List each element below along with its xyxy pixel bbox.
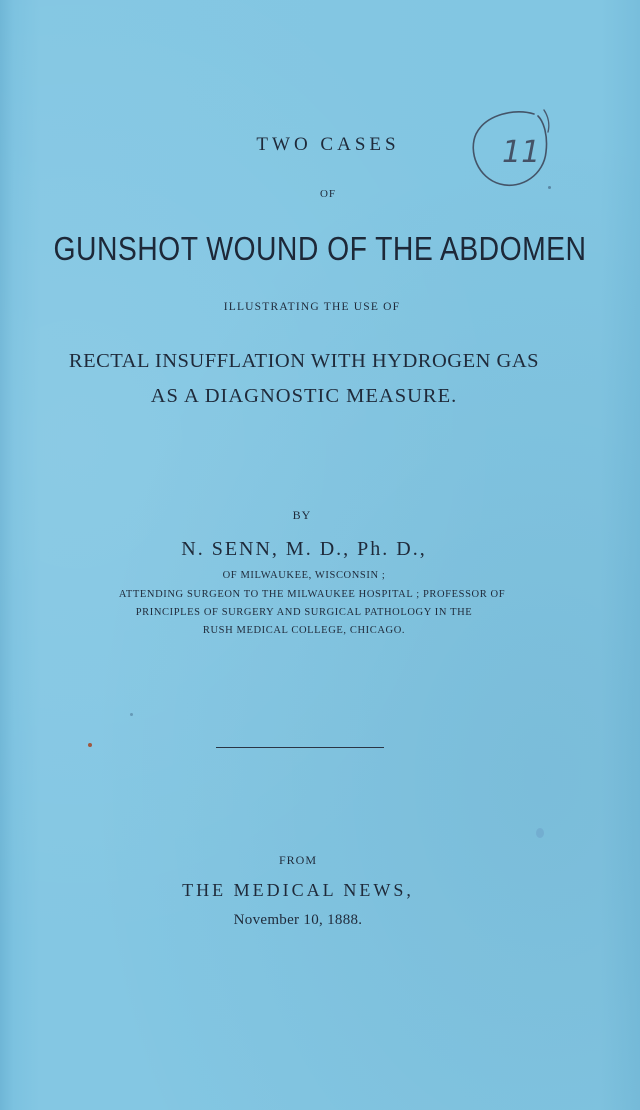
subtitle-line-1: RECTAL INSUFFLATION WITH HYDROGEN GAS — [68, 350, 540, 372]
paper-speck — [536, 828, 544, 838]
affiliation-line: OF MILWAUKEE, WISCONSIN ; — [222, 570, 386, 581]
horizontal-rule — [216, 747, 384, 748]
affiliation-line: ATTENDING SURGEON TO THE MILWAUKEE HOSPITAL ; PROFESSOR OF — [118, 589, 506, 600]
paper-speck — [130, 713, 133, 716]
affiliation-line: RUSH MEDICAL COLLEGE, CHICAGO. — [202, 625, 406, 636]
publication-date: November 10, 1888. — [233, 912, 363, 928]
subtitle-line-2: AS A DIAGNOSTIC MEASURE. — [150, 385, 458, 407]
illustrating-line: ILLUSTRATING THE USE OF — [223, 301, 401, 313]
from-label: FROM — [278, 853, 317, 867]
annotation-number: 11 — [502, 135, 541, 170]
journal-name: THE MEDICAL NEWS, — [182, 880, 414, 900]
affiliation-line: PRINCIPLES OF SURGERY AND SURGICAL PATHOLOGY IN THE — [135, 607, 473, 618]
paper-speck — [88, 743, 92, 747]
main-title: GUNSHOT WOUND OF THE ABDOMEN — [53, 230, 587, 267]
pretitle-two-cases: TWO CASES — [256, 134, 400, 155]
pretitle-of: OF — [319, 188, 337, 200]
author-name: N. SENN, M. D., Ph. D., — [181, 538, 427, 560]
byline-by: BY — [292, 508, 312, 522]
